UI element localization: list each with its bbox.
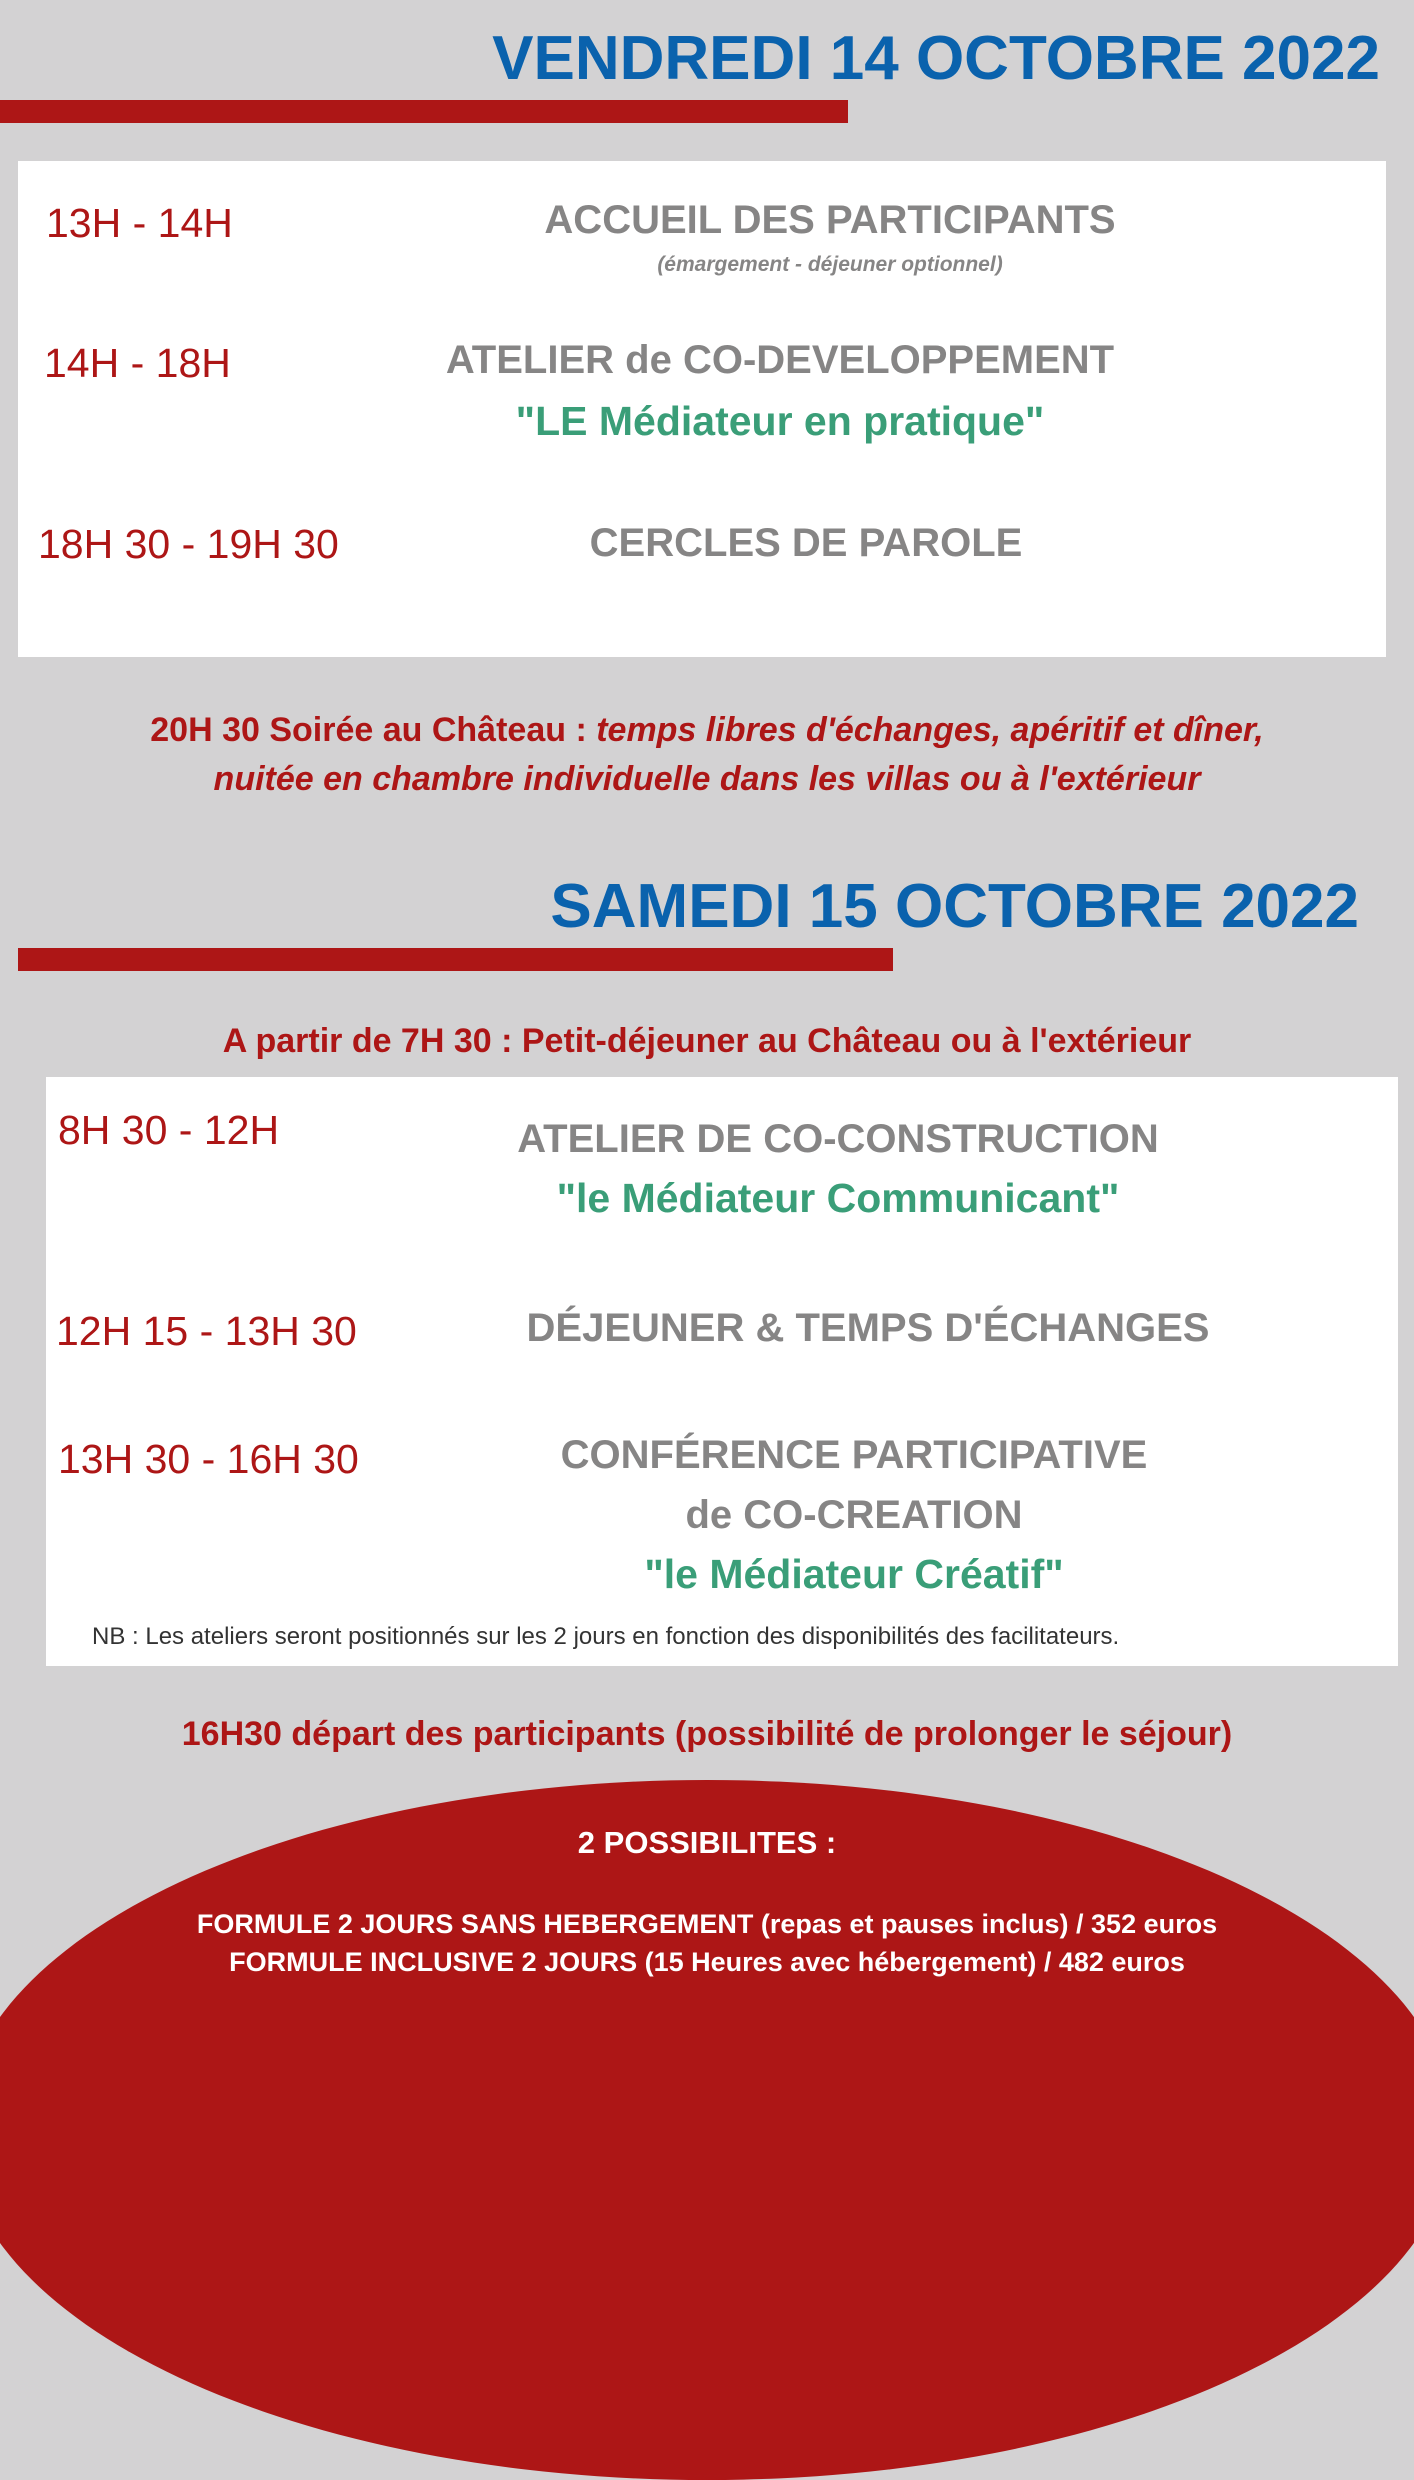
- day1-evening-note: [0, 706, 1414, 805]
- day1-time-3: 18H 30 - 19H 30: [38, 521, 339, 567]
- day2-breakfast-note: A partir de 7H 30 : Petit-déjeuner au Château ou à l'extérieur: [222, 1022, 1192, 1060]
- evening-lead: 20H 30 Soirée au Château :: [150, 711, 597, 749]
- day2-time-2: 12H 15 - 13H 30: [56, 1308, 357, 1354]
- evening-italic-2: nuitée en chambre individuelle dans les villas ou à l'extérieur: [213, 760, 1201, 799]
- day1-red-bar: [0, 100, 848, 123]
- day1-activity-2: ATELIER de CO-DEVELOPPEMENT: [445, 338, 1115, 382]
- pricing-heading: 2 POSSIBILITES :: [577, 1825, 837, 1860]
- day1-time-1: 13H - 14H: [46, 200, 233, 246]
- day1-time-2: 14H - 18H: [44, 340, 231, 386]
- day2-activity-2: DÉJEUNER & TEMPS D'ÉCHANGES: [526, 1306, 1210, 1350]
- day2-activity-3-line2: de CO-CREATION: [685, 1493, 1023, 1537]
- day1-activity-1-sub: (émargement - déjeuner optionnel): [657, 253, 1003, 276]
- day2-activity-3-quote: "le Médiateur Créatif": [644, 1551, 1064, 1597]
- day2-departure-note: 16H30 départ des participants (possibilité de prolonger le séjour): [181, 1715, 1233, 1753]
- pricing-option-1: FORMULE 2 JOURS SANS HEBERGEMENT (repas et pauses inclus) / 352 euros: [196, 1909, 1218, 1939]
- evening-italic-1: temps libres d'échanges, apéritif et dîner,: [596, 711, 1264, 749]
- day1-title: VENDREDI 14 OCTOBRE 2022: [492, 24, 1380, 93]
- day1-activity-2-quote: "LE Médiateur en pratique": [515, 398, 1045, 444]
- day2-time-1: 8H 30 - 12H: [58, 1107, 280, 1153]
- day2-schedule-card: [46, 1077, 1398, 1666]
- day2-activity-1: ATELIER DE CO-CONSTRUCTION: [517, 1117, 1159, 1161]
- day1-activity-3: CERCLES DE PAROLE: [589, 521, 1023, 565]
- day1-activity-1: ACCUEIL DES PARTICIPANTS: [544, 198, 1116, 242]
- day2-red-bar: [18, 948, 893, 971]
- day2-activity-1-quote: "le Médiateur Communicant": [556, 1175, 1120, 1221]
- day2-activity-3-line1: CONFÉRENCE PARTICIPATIVE: [560, 1433, 1148, 1477]
- day2-time-3: 13H 30 - 16H 30: [58, 1436, 359, 1482]
- day2-nb-note: NB : Les ateliers seront positionnés sur les 2 jours en fonction des disponibilités des facilitateurs.: [92, 1623, 1120, 1650]
- day2-title: SAMEDI 15 OCTOBRE 2022: [550, 872, 1359, 941]
- pricing-option-2: FORMULE INCLUSIVE 2 JOURS (15 Heures avec hébergement) / 482 euros: [229, 1947, 1185, 1977]
- day1-schedule-card: [18, 161, 1386, 657]
- pricing-banner: [0, 1780, 1414, 2480]
